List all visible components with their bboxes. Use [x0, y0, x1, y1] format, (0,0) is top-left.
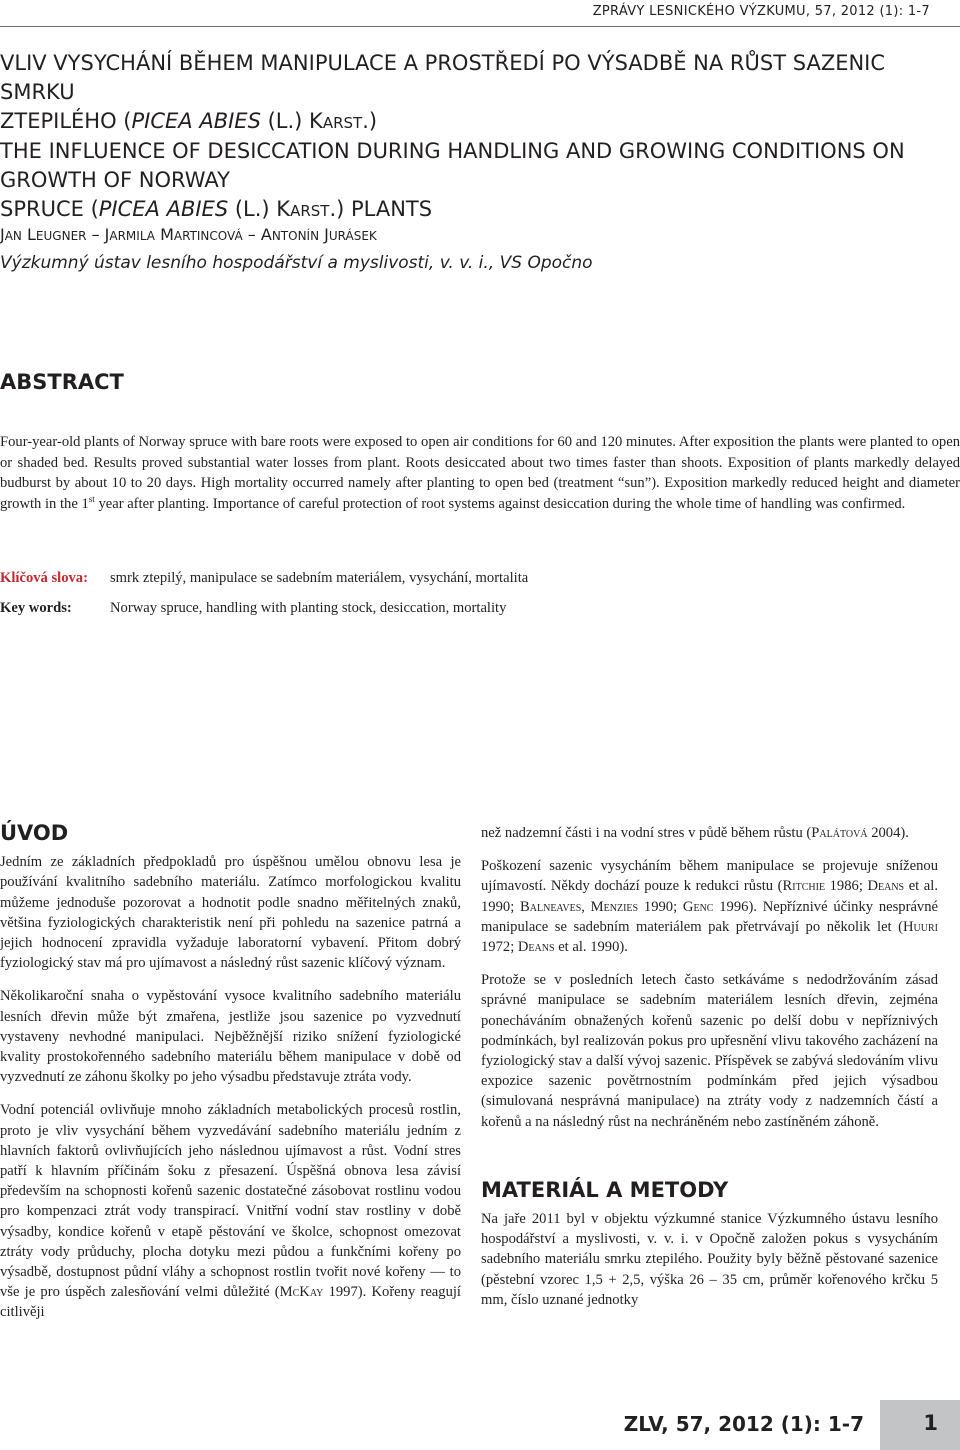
title-cz-latin: PICEA ABIES: [131, 109, 261, 133]
right-p2-e: 1996). Nepříznivé účinky nesprávné manipulace se sadebním materiálem pak přetrvávají po několik let (: [481, 898, 939, 935]
citation-palatova: Palátová: [811, 825, 868, 841]
authors: [0, 225, 377, 244]
right-column: [481, 823, 938, 1323]
abstract-superscript: st: [88, 493, 95, 504]
author-1-first-rest: AN: [4, 229, 22, 243]
right-p2-a: Poškození sazenic vysycháním během manipulace se projevuje sníženou ujímavostí. Někdy dochází pouze k redukci růstu (: [481, 858, 938, 895]
footer-journal: ZLV, 57, 2012 (1): 1-7: [623, 1412, 864, 1436]
title-czech: [0, 49, 960, 138]
citation-deans-2: Deans: [517, 939, 555, 956]
keywords-en-label: Key words:: [0, 600, 72, 616]
title-en-latin: PICEA ABIES: [98, 197, 229, 221]
title-en-line2-post: .) PLANTS: [329, 197, 433, 221]
abstract-heading: ABSTRACT: [0, 370, 124, 394]
citation-ritchie: Ritchie: [782, 878, 826, 895]
title-cz-line2-post: .): [362, 109, 378, 133]
title-cz-karst-k: K: [309, 109, 323, 133]
author-2: [105, 225, 243, 244]
uvod-paragraph-3: [0, 1100, 461, 1322]
title-en-karst-rest: ARST: [290, 202, 330, 220]
title-en-line2-pre: SPRUCE (: [0, 197, 99, 221]
header-rule: [0, 26, 960, 27]
author-1-first-initial: J: [0, 225, 5, 244]
right-paragraph-2: [481, 856, 938, 957]
citation-mckay: McKay: [279, 1284, 324, 1301]
right-p2-c: et al. 1990;: [481, 878, 938, 915]
page-number-box: [880, 1400, 960, 1450]
author-3-last-rest: URÁSEK: [328, 229, 377, 243]
section-heading-material-metody: MATERIÁL A METODY: [481, 1177, 729, 1202]
uvod-p3-end: 1997). Kořeny reagují citlivěji: [0, 1284, 461, 1321]
author-1-last-rest: EUGNER: [35, 229, 87, 243]
title-cz-line2-mid: (L.): [260, 109, 310, 133]
citation-huuri: Huuri: [903, 918, 938, 935]
running-header: ZPRÁVY LESNICKÉHO VÝZKUMU, 57, 2012 (1): 1-7: [592, 4, 930, 19]
title-english: [0, 137, 960, 226]
author-3-first-rest: NTONÍN: [271, 229, 320, 243]
metody-paragraph-1: Na jaře 2011 byl v objektu výzkumné stanice Výzkumného ústavu lesního hospodářství a myslivosti, v. v. i. v Opočně založen pokus s vysycháním sadebního materiálu smrku ztepilého. Použity byly běžně pěstované sazenice (pěstební vzorec 1,5 + 2,5, výška 26 – 35 cm, průměr kořenového krčku 5 mm, číslo uznané jednotky: [481, 1211, 938, 1308]
keywords-en-value: Norway spruce, handling with planting stock, desiccation, mortality: [110, 600, 507, 616]
right-p2-b: 1986;: [825, 878, 868, 895]
uvod-paragraph-2: Několikaroční snaha o vypěstování vysoce kvalitního sadebního materiálu lesních dřevin může být zmařena, jestliže jsou sazenice po vyzvednutí vystaveny nevhodné manipulaci. Nejběžnější riziko snížení fyziologické kvality prostokořenného sadebního materiálu během manipulace v době od vyzvednutí ze záhonu školky po jeho výsadbu představuje ztráta vody.: [0, 988, 461, 1086]
author-3: [261, 225, 377, 244]
right-p2-d: 1990;: [638, 898, 683, 915]
affiliation: Výzkumný ústav lesního hospodářství a myslivosti, v. v. i., VS Opočno: [0, 253, 593, 273]
abstract-text-main: Four-year-old plants of Norway spruce with bare roots were exposed to open air conditions for 60 and 120 minutes. After exposition the plants were planted to open or shaded bed. Results proved substantial water losses from plant. Roots desiccated about two times faster than shoots. Exposition of plants markedly delayed budburst by about 10 to 20 days. High mortality occurred namely after planting to open bed (treatment “sun”). Exposition markedly reduced height and diameter growth in the 1: [0, 434, 960, 512]
uvod-p3-text: Vodní potenciál ovlivňuje mnoho základních metabolických procesů rostlin, proto je vliv vysychání během vyzvedávání sadebního materiálu jedním z hlavních faktorů ovlivňujících jeho následnou ujímavost a růst. Vodní stres patří k hlavním příčinám šoku z přesazení. Úspěšná obnova lesa závisí především na schopnosti kořenů sazenic dostatečné zásobovat rostlinu vodou pro kompenzaci ztrát vody transpirací. Vnitřní vodní stav rostliny v době výsadby, kondice kořenů v etapě pěstování ve školce, schopnost omezovat ztráty vody průduchy, plocha dotyku mezi půdou a funkčními kořeny po výsadbě, dostupnost půdní vláhy a schopnost rostlin tvořit nové kořeny — to vše je pro úspěch zalesňování velmi důležité (: [0, 1102, 461, 1301]
keywords-cz-label: Klíčová slova:: [0, 570, 88, 586]
author-3-last-initial: J: [324, 225, 329, 244]
right-p1-text: než nadzemní části i na vodní stres v půdě během růstu (: [481, 825, 812, 841]
author-2-first-rest: ARMILA: [109, 229, 155, 243]
right-p2-f: 1972;: [481, 939, 518, 956]
author-1: [0, 225, 86, 244]
author-2-last-initial: M: [160, 225, 174, 244]
right-p2-g: et al. 1990).: [554, 939, 628, 956]
abstract-text-end: year after planting. Importance of careful protection of root systems against desiccation during the whole time of handling was confirmed.: [94, 495, 906, 512]
author-1-last-initial: L: [27, 225, 36, 244]
uvod-paragraph-1: Jedním ze základních předpokladů pro úspěšnou umělou obnovu lesa je používání kvalitního sadebního materiálu. Zatímco morfologickou kvalitu můžeme jednoduše pozorovat a hodnotit podle snadno měřitelných znaků, většina fyziologických charakteristik není při pohledu na sazenice patrná a jejich hodnocení zpravidla vyžaduje laboratorní vybavení. Přitom dobrý fyziologický stav má pro ujímavost a následný růst sazenic klíčový význam.: [0, 854, 461, 972]
title-cz-line1: VLIV VYSYCHÁNÍ BĚHEM MANIPULACE A PROSTŘEDÍ PO VÝSADBĚ NA RŮST SAZENIC SMRKU: [0, 51, 886, 104]
author-separator-1: –: [86, 225, 105, 244]
keywords-cz-value: smrk ztepilý, manipulace se sadebním materiálem, vysychání, mortalita: [110, 570, 529, 586]
title-cz-karst-rest: ARST: [322, 114, 363, 132]
title-en-line2-mid: (L.): [228, 197, 277, 221]
title-en-line1: THE INFLUENCE OF DESICCATION DURING HANDLING AND GROWING CONDITIONS ON GROWTH OF NORWAY: [0, 139, 905, 192]
author-2-last-rest: ARTINCOVÁ: [173, 229, 243, 243]
right-p1-end: 2004).: [867, 825, 909, 841]
author-separator-2: –: [242, 225, 261, 244]
left-column: [0, 823, 461, 1336]
citation-deans-1: Deans: [867, 878, 905, 895]
right-paragraph-3: Protože se v posledních letech často setkáváme s nedodržováním zásad správné manipulace se sadebním materiálem lesních dřevin, zejména ponecháváním obnažených kořenů sazenic po delší dobu v nepříznivých podmínkách, byl realizován pokus pro upřesnění vlivu takového zacházení na fyziologický stav a další vývoj sazenic. Příspěvek se zabývá sledováním vlivu expozice sazenic povětrnostním podmínkám před jejich výsadbou (simulovaná nesprávná manipulace) na ztráty vody z nadzemních částí a kořenů a na následný růst na nechráněném nebo zastíněném záhoně.: [481, 972, 938, 1130]
title-en-karst-k: K: [276, 197, 291, 221]
page-number: 1: [923, 1411, 938, 1435]
citation-balneaves-menzies: Balneaves, Menzies: [520, 898, 639, 915]
citation-genc: Genc: [682, 898, 714, 915]
title-cz-line2-pre: ZTEPILÉHO (: [0, 109, 132, 133]
section-heading-uvod: ÚVOD: [0, 821, 69, 845]
abstract-text: [0, 432, 960, 514]
author-2-first-initial: J: [104, 225, 110, 244]
author-3-first-initial: A: [260, 225, 272, 244]
right-paragraph-1: [481, 823, 938, 843]
